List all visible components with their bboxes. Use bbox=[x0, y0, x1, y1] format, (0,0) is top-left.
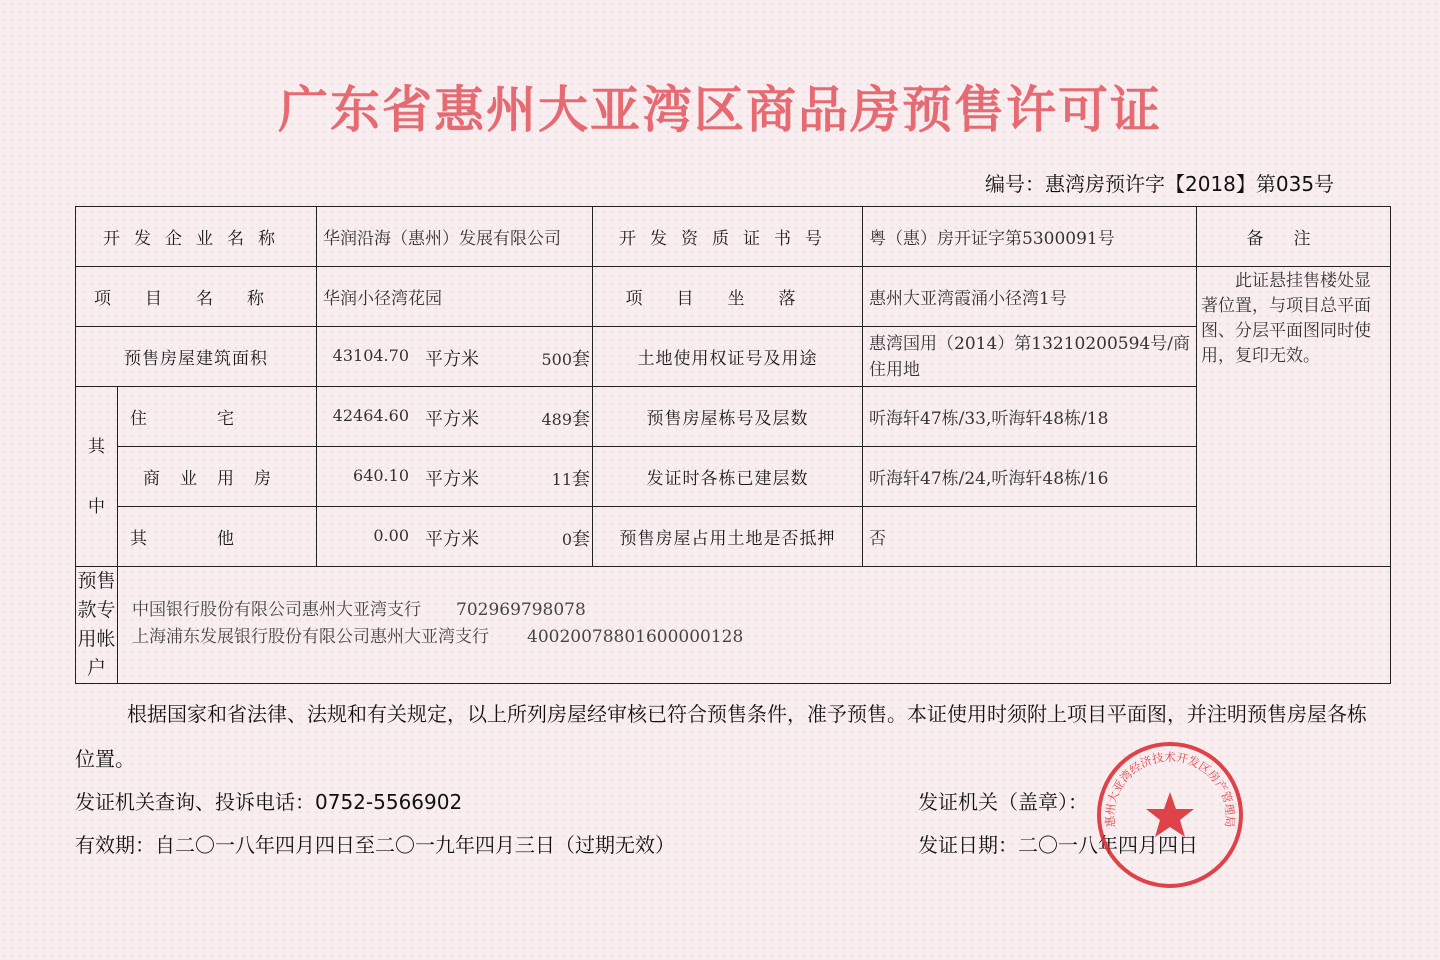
sets-number: 489 bbox=[541, 410, 572, 429]
area-sets bbox=[541, 345, 590, 371]
developer-value: 华润沿海（惠州）发展有限公司 bbox=[317, 207, 593, 267]
among-char-2: 中 bbox=[88, 496, 105, 517]
certificate-serial: 编号：惠湾房预许字【2018】第035号 bbox=[985, 172, 1335, 196]
project-label: 项目名称 bbox=[76, 267, 317, 327]
sub-area-value: 640.10 bbox=[353, 466, 409, 485]
among-label bbox=[76, 387, 118, 567]
sub-right-value: 听海轩47栋/33,听海轩48栋/18 bbox=[863, 387, 1197, 447]
validity-line: 有效期：自二〇一八年四月四日至二〇一九年四月三日（过期无效） bbox=[75, 833, 675, 857]
sub-sets bbox=[552, 465, 590, 491]
qualification-value: 粤（惠）房开证字第5300091号 bbox=[863, 207, 1197, 267]
sets-unit: 套 bbox=[572, 409, 590, 430]
issuer-line: 发证机关（盖章）： bbox=[918, 790, 1088, 814]
account-bank: 上海浦东发展银行股份有限公司惠州大亚湾支行 bbox=[132, 627, 489, 647]
sub-area-value: 0.00 bbox=[373, 526, 409, 545]
sub-label: 商业用房 bbox=[118, 447, 317, 507]
certificate-title: 广东省惠州大亚湾区商品房预售许可证 bbox=[278, 81, 1162, 139]
account-number: 702969798078 bbox=[456, 600, 586, 620]
approval-statement: 根据国家和省法律、法规和有关规定，以上所列房屋经审核已符合预售条件，准予预售。本证使用时须附上项目平面图，并注明预售房屋各栋位置。 bbox=[75, 702, 1367, 771]
sets-unit: 套 bbox=[572, 349, 590, 370]
sub-area-unit: 平方米 bbox=[425, 529, 479, 550]
sub-sets bbox=[562, 525, 590, 551]
sub-right-label: 发证时各栋已建层数 bbox=[593, 447, 863, 507]
developer-row bbox=[76, 207, 1391, 267]
area-cell bbox=[317, 327, 593, 387]
phone-line: 发证机关查询、投诉电话：0752-5566902 bbox=[75, 790, 463, 814]
sub-right-label: 预售房屋栋号及层数 bbox=[593, 387, 863, 447]
land-label: 土地使用权证号及用途 bbox=[593, 327, 863, 387]
sub-area-unit: 平方米 bbox=[425, 409, 479, 430]
account-bank: 中国银行股份有限公司惠州大亚湾支行 bbox=[132, 600, 421, 620]
sub-label: 其他 bbox=[118, 507, 317, 567]
official-seal bbox=[1095, 740, 1245, 890]
sub-right-value: 听海轩47栋/24,听海轩48栋/16 bbox=[863, 447, 1197, 507]
sets-number: 11 bbox=[551, 470, 572, 489]
certificate-table bbox=[75, 206, 1391, 684]
sub-area-unit: 平方米 bbox=[425, 469, 479, 490]
developer-label: 开发企业名称 bbox=[76, 207, 317, 267]
area-unit: 平方米 bbox=[425, 349, 479, 370]
account-label: 预售款专用帐户 bbox=[76, 567, 118, 684]
area-value: 43104.70 bbox=[332, 346, 409, 365]
project-row bbox=[76, 267, 1391, 327]
among-char-1: 其 bbox=[88, 436, 105, 457]
sets-unit: 套 bbox=[572, 529, 590, 550]
sub-row-other bbox=[76, 507, 1391, 567]
sub-area-cell bbox=[317, 447, 593, 507]
sub-row-residential bbox=[76, 387, 1391, 447]
sub-area-cell bbox=[317, 387, 593, 447]
sub-right-value: 否 bbox=[863, 507, 1197, 567]
issue-date-line: 发证日期：二〇一八年四月四日 bbox=[918, 833, 1198, 857]
star-icon bbox=[1146, 792, 1194, 837]
account-item bbox=[124, 624, 1384, 651]
sub-right-label: 预售房屋占用土地是否抵押 bbox=[593, 507, 863, 567]
area-label: 预售房屋建筑面积 bbox=[76, 327, 317, 387]
sub-row-commercial bbox=[76, 447, 1391, 507]
land-value: 惠湾国用（2014）第13210200594号/商住用地 bbox=[863, 327, 1197, 387]
sub-area-value: 42464.60 bbox=[332, 406, 409, 425]
sets-number: 500 bbox=[541, 350, 572, 369]
sub-sets bbox=[541, 405, 590, 431]
account-number: 40020078801600000128 bbox=[527, 627, 744, 647]
location-label: 项目坐落 bbox=[593, 267, 863, 327]
location-value: 惠州大亚湾霞涌小径湾1号 bbox=[863, 267, 1197, 327]
account-item bbox=[124, 597, 1384, 624]
sets-number: 0 bbox=[561, 530, 572, 549]
sub-label: 住宅 bbox=[118, 387, 317, 447]
area-row bbox=[76, 327, 1391, 387]
remarks-text: 此证悬挂售楼处显著位置，与项目总平面图、分层平面图同时使用，复印无效。 bbox=[1197, 267, 1391, 567]
sub-area-cell bbox=[317, 507, 593, 567]
sets-unit: 套 bbox=[572, 469, 590, 490]
account-list bbox=[118, 567, 1391, 684]
project-value: 华润小径湾花园 bbox=[317, 267, 593, 327]
account-row bbox=[76, 567, 1391, 684]
seal-text-path: 惠州大亚湾经济技术开发区房产管理局 bbox=[1102, 749, 1238, 828]
remarks-label: 备注 bbox=[1197, 207, 1391, 267]
qualification-label: 开发资质证书号 bbox=[593, 207, 863, 267]
